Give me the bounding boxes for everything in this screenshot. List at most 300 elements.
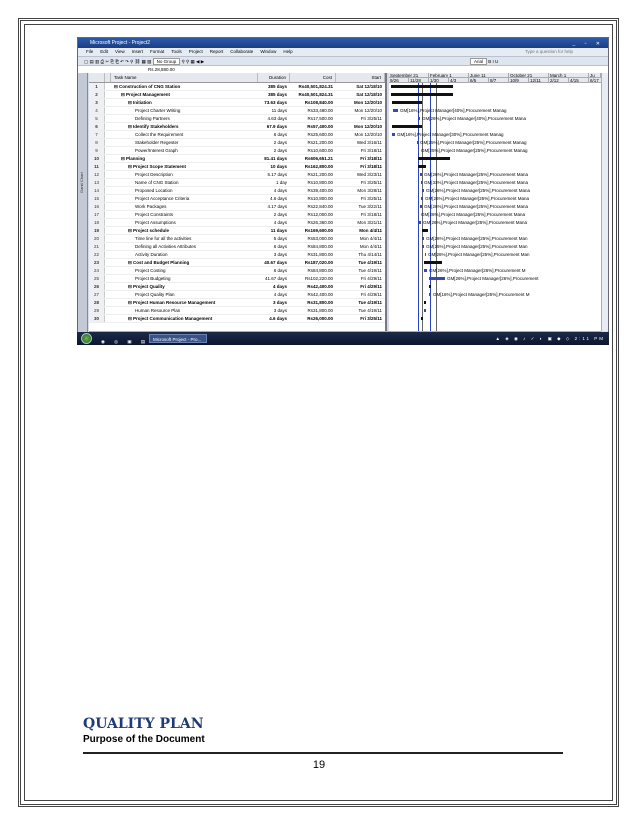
menu-item[interactable]: View [115,49,125,54]
task-duration: 4 days [273,220,287,225]
gantt-resource-label: GM[26%],Project Manager[25%],Procurement Mana [423,220,528,225]
entry-bar[interactable]: Rs.28,880.00 [78,65,608,73]
gantt-task-bar[interactable] [424,269,427,272]
table-row[interactable] [89,259,385,267]
task-start: Tue 4/19/11 [358,268,382,273]
task-name[interactable]: ⊟ Construction of CNG Station [114,84,181,89]
task-duration: 1 day [275,180,287,185]
task-start: Tue 3/22/11 [358,204,382,209]
gantt-task-bar[interactable] [392,133,395,136]
page-number: 19 [312,759,326,771]
task-name[interactable]: Project Description [135,172,173,177]
table-row[interactable] [89,179,385,187]
task-name[interactable]: ⊟ Cost and Budget Planning [128,260,190,265]
task-id: 24 [89,267,105,274]
table-row[interactable] [89,307,385,315]
table-row[interactable] [89,107,385,115]
table-row[interactable] [89,155,385,163]
vertical-scrollbar[interactable] [601,73,609,331]
gantt-chart [389,73,601,331]
task-name[interactable]: Human Resource Plan [135,308,181,313]
gantt-row [389,267,601,275]
gantt-task-bar[interactable] [424,309,426,312]
table-row[interactable] [89,147,385,155]
task-cost: Rs187,020.00 [304,260,333,265]
gantt-task-bar[interactable] [418,149,419,152]
task-cost: Rs25,600.00 [307,132,333,137]
task-id: 29 [89,307,105,314]
tray-icons: ▲ ◈ ◉ ♪ ✓ ◐ ▣ ◆ ◇ [495,336,575,341]
gantt-row [389,91,601,99]
format-buttons[interactable]: B I U [488,59,499,64]
task-id: 15 [89,195,105,202]
gantt-row [389,187,601,195]
task-duration: 2 days [273,148,287,153]
system-tray[interactable] [496,332,605,345]
timescale-minor: 4/15 [569,78,589,82]
task-id: 2 [89,91,105,98]
task-cost: Rs57,400.00 [307,124,333,129]
task-id: 3 [89,99,105,106]
task-start: Mon 12/20/10 [354,132,382,137]
table-row[interactable] [89,299,385,307]
gantt-summary-bar[interactable] [391,93,453,96]
task-name[interactable]: ⊟ Project schedule [128,228,170,233]
task-duration: 73.63 days [264,100,287,105]
quick-launch-icons[interactable]: ◉ ◎ ▣ ▤ [101,339,150,344]
section-subtitle: Purpose of the Document [83,734,205,745]
gantt-row [389,107,601,115]
gantt-task-bar[interactable] [425,253,426,256]
task-duration: 4.63 days [267,116,287,121]
task-start: Mon 3/28/11 [357,188,382,193]
table-row[interactable] [89,315,385,323]
start-button-icon[interactable] [81,333,92,344]
task-start: Tue 4/19/11 [358,300,382,305]
gantt-row [389,291,601,299]
task-name[interactable]: Project Costing [135,268,166,273]
task-start: Mon 12/20/10 [353,100,382,105]
task-id: 13 [89,179,105,186]
task-name[interactable]: Proposed Location [135,188,173,193]
task-cost: Rs21,200.00 [307,172,333,177]
task-duration: 5.17 days [267,172,287,177]
table-row[interactable] [89,211,385,219]
task-start: Wed 3/23/11 [356,172,382,177]
task-start: Mon 12/20/10 [354,108,382,113]
gantt-resource-label: GM[25%],Project Manager[25%],Procurement Man [426,244,528,249]
task-cost: Rs10,800.00 [307,180,333,185]
task-duration: 6 days [273,244,287,249]
task-name[interactable]: Work Packages [135,204,167,209]
task-start: Fri 3/25/11 [360,316,382,321]
task-name[interactable]: Project Assumptions [135,220,176,225]
task-name[interactable]: ⊟ Planning [121,156,146,161]
gantt-resource-label: GM[16%],Project Manager[40%],Procurement Manag [400,108,507,113]
task-id: 19 [89,227,105,234]
task-duration: 10 days [270,164,287,169]
task-name[interactable]: ⊟ Project Management [121,92,171,97]
task-duration: 81.41 days [264,156,287,161]
task-start: Thu 4/14/11 [358,252,382,257]
gantt-body [389,83,601,331]
task-start: Wed 3/16/11 [356,140,382,145]
task-name[interactable]: ⊟ Initiation [128,100,152,105]
task-name[interactable]: Project Quality Plan [135,292,175,297]
table-row[interactable] [89,267,385,275]
menu-item[interactable]: Insert [131,49,143,54]
task-start: Mon 4/4/11 [359,228,382,233]
task-name[interactable]: Project Constraints [135,212,174,217]
windows-taskbar [77,332,609,345]
gantt-row [389,219,601,227]
task-id: 30 [89,315,105,322]
gantt-task-bar[interactable] [421,181,422,184]
task-id: 12 [89,171,105,178]
task-name[interactable]: Collect the Requirement [135,132,184,137]
task-name[interactable]: Project Charter Writing [135,108,181,113]
gantt-row [389,211,601,219]
task-duration: 4 days [272,284,287,289]
task-start: Fri 4/29/11 [360,292,382,297]
task-id: 21 [89,243,105,250]
clock: 2:11 PM [574,336,605,341]
gantt-resource-label: GM[26%],Project Manager[40%],Procurement Mana [422,116,527,121]
task-cost: Rs26,360.00 [307,220,333,225]
menu-item[interactable]: Collaborate [230,49,254,54]
gantt-row [389,203,601,211]
gantt-task-bar[interactable] [429,277,445,280]
gantt-row [389,283,601,291]
table-row[interactable] [89,251,385,259]
task-name[interactable]: Stakeholder Regester [135,140,179,145]
gantt-row [389,139,601,147]
task-start: Fri 3/18/11 [360,212,382,217]
task-start: Fri 3/18/11 [360,164,382,169]
gantt-task-bar[interactable] [420,173,422,176]
task-cost: Rs17,500.00 [307,116,333,121]
task-name[interactable]: ⊟ Project Scope Statement [128,164,187,169]
task-duration: 385 days [267,84,287,89]
gantt-task-bar[interactable] [418,213,419,216]
gantt-summary-bar[interactable] [418,165,426,168]
task-cost: Rs39,400.00 [307,188,333,193]
task-cost: Rs162,800.00 [304,164,333,169]
task-duration: 11 days [271,108,287,113]
task-cost: Rs33,480.00 [307,108,333,113]
task-id: 27 [89,291,105,298]
gantt-row [389,83,601,91]
toolbar-icons[interactable]: ▢ ▤ ▥ ⎙ ✂ ⎘ ⎗ ↶ ↷ ⚲ ⛓ ▦ ▧ [84,59,152,64]
task-duration: 385 days [267,92,287,97]
gantt-summary-bar[interactable] [421,317,423,320]
task-duration: 2 days [273,140,287,145]
task-duration: 2 days [273,212,287,217]
task-name[interactable]: Defining Partners [135,116,170,121]
table-row[interactable] [89,187,385,195]
table-row[interactable] [89,235,385,243]
col-header-cost[interactable]: Cost [290,73,336,82]
gantt-row [389,99,601,107]
task-start: Mon 12/20/10 [353,124,382,129]
gantt-task-bar[interactable] [422,189,424,192]
gantt-resource-label: GM[26%],Project Manager[25%],Procurement Mana [424,204,529,209]
task-start: Mon 4/4/11 [359,236,382,241]
menu-item[interactable]: Project [188,49,203,54]
menu-item[interactable]: Format [149,49,165,54]
task-id: 1 [89,83,105,90]
task-name[interactable]: ⊟ Project Quality [128,284,165,289]
task-table [89,73,387,331]
gantt-task-bar[interactable] [422,237,424,240]
task-id: 18 [89,219,105,226]
task-cost: Rs10,800.00 [307,196,333,201]
table-row[interactable] [89,139,385,147]
menu-item[interactable]: Window [260,49,277,54]
zoom-icons[interactable]: ⚲ ⚲ ▦ ◀ ▶ [181,59,205,64]
section-title: QUALITY PLAN [83,716,204,732]
task-name[interactable]: Name of CNG Station [135,180,179,185]
gantt-summary-bar[interactable] [392,125,422,128]
task-id: 4 [89,107,105,114]
task-start: Fri 3/25/11 [360,180,382,185]
task-id: 11 [89,163,105,170]
gantt-task-bar[interactable] [418,117,420,120]
timescale-major: June 11 [469,73,509,77]
gantt-row [389,195,601,203]
gantt-summary-bar[interactable] [424,261,442,264]
timescale-minor: 2/12 [549,78,569,82]
task-id: 22 [89,251,105,258]
gantt-summary-bar[interactable] [418,157,450,160]
task-cost: Rs84,800.00 [307,268,333,273]
gantt-resource-label: GM[16%],Project Manager[25%],Procurement M [433,292,530,297]
timescale-minor: 6/17 [589,78,601,82]
task-duration: 3 days [273,252,287,257]
task-name[interactable]: Power/Interest Graph [135,148,178,153]
task-cost: Rs22,840.00 [307,204,333,209]
toolbar [78,56,608,65]
gantt-summary-bar[interactable] [424,301,426,304]
task-name[interactable]: Project Budgeting [135,276,171,281]
gantt-resource-label: GM[25%],Project Manager[25%],Procurement Manag [421,148,528,153]
timescale-minor: 11/28 [409,78,429,82]
table-header [89,73,385,83]
view-label: Gantt Chart [79,172,84,193]
gantt-resource-label: GM[26%],Project Manager[26%],Procurement [447,276,539,281]
table-row[interactable] [89,291,385,299]
gantt-row [389,299,601,307]
task-id: 14 [89,187,105,194]
table-row[interactable] [89,83,385,91]
timescale-major: February 1 [429,73,469,77]
task-duration: 4.6 days [269,196,287,201]
gantt-resource-label: GM[26%],Project Manager[25%],Procurement Mana [421,212,526,217]
task-duration: 5 days [273,236,287,241]
task-cost: Rs31,800.00 [307,308,333,313]
task-duration: 3 days [273,308,287,313]
task-duration: 6 days [273,132,287,137]
task-duration: 4 days [273,292,287,297]
help-search-input[interactable]: Type a question for help [524,49,573,54]
task-cost: Rs26,000.00 [307,316,333,321]
task-name[interactable]: Defining all Activities Attributes [135,244,197,249]
timescale-major: March 1 [549,73,589,77]
gantt-row [389,307,601,315]
table-row[interactable] [89,123,385,131]
table-row[interactable] [89,219,385,227]
task-name[interactable]: ⊟ Identify Stakeholders [128,124,179,129]
task-cost: Rs31,800.00 [307,300,333,305]
taskbar-item-msproject[interactable]: Microsoft Project - Pro... [149,334,207,343]
gantt-resource-label: GM[26%],Project Manager[26%],Procurement M [429,268,526,273]
task-id: 16 [89,203,105,210]
gantt-task-bar[interactable] [393,109,398,112]
gantt-task-bar[interactable] [421,197,423,200]
window-controls[interactable]: _ ▫ ✕ [572,41,604,47]
font-select[interactable]: Arial [470,58,487,65]
timescale-minor: 6/5 [469,78,489,82]
menu-item[interactable]: File [86,49,94,54]
group-select[interactable]: No Group [153,58,181,65]
timescale-minor: 12/11 [529,78,549,82]
table-row[interactable] [89,91,385,99]
gantt-resource-label: GM[26%],Project Manager[25%],Procurement Mana [426,188,531,193]
task-start: Fri 3/25/11 [360,116,382,121]
gantt-task-bar[interactable] [420,205,422,208]
task-duration: 4 days [273,188,287,193]
table-row[interactable] [89,203,385,211]
msproject-screenshot [77,37,609,345]
task-start: Mon 3/21/11 [357,220,382,225]
task-name[interactable]: Project Acceptance Criteria [135,196,190,201]
timescale-major: September 21 [389,73,429,77]
gantt-row [389,147,601,155]
menu-item[interactable]: Edit [100,49,109,54]
task-cost: Rs84,800.00 [307,244,333,249]
gantt-row [389,275,601,283]
table-row[interactable] [89,195,385,203]
task-cost: Rs10,600.00 [307,148,333,153]
task-duration: 6 days [273,268,287,273]
gantt-row [389,131,601,139]
gantt-resource-label: GM[16%],Project Manager[30%],Procurement Manag [397,132,504,137]
task-start: Tue 4/19/11 [358,260,382,265]
task-cost: Rs102,220.00 [304,276,333,281]
col-header-name[interactable]: Task Name [111,73,258,82]
table-row[interactable] [89,275,385,283]
task-start: Sat 12/18/10 [356,84,382,89]
col-header-start[interactable]: Start [336,73,385,82]
gantt-summary-bar[interactable] [422,229,428,232]
table-row[interactable] [89,243,385,251]
task-id: 25 [89,275,105,282]
gantt-row [389,163,601,171]
window-titlebar [78,38,608,48]
gantt-row [389,251,601,259]
gantt-resource-label: GM[26%],Project Manager[25%],Procurement Mana [424,172,529,177]
task-start: Fri 4/29/11 [360,284,382,289]
gantt-resource-label: GM[26%],Project Manager[25%],Procurement Man [426,236,528,241]
task-id: 7 [89,131,105,138]
gantt-summary-bar[interactable] [392,101,422,104]
gantt-resource-label: GM[33%],Project Manager[25%],Procurement Mana [424,180,529,185]
table-row[interactable] [89,115,385,123]
col-header-duration[interactable]: Duration [258,73,290,82]
timescale-major: Ju [589,73,601,77]
gantt-task-bar[interactable] [422,245,424,248]
gantt-row [389,227,601,235]
timescale-minor: 8/7 [489,78,509,82]
menu-item[interactable]: Help [283,49,293,54]
menu-item[interactable]: Report [209,49,224,54]
task-cost: Rs21,200.00 [307,140,333,145]
gantt-task-bar[interactable] [417,141,418,144]
task-cost: Rs40,501,824.31 [298,92,333,97]
gantt-row [389,315,601,323]
timescale-major: October 21 [509,73,549,77]
task-name[interactable]: Time line for all the activities [135,236,192,241]
task-name[interactable]: ⊟ Project Communication Management [128,316,213,321]
task-duration: 4.17 days [267,204,287,209]
task-duration: 4.6 days [269,316,287,321]
task-name[interactable]: Activity Duration [135,252,168,257]
task-duration: 40.67 days [264,260,287,265]
table-row[interactable] [89,171,385,179]
menu-bar [78,48,608,56]
gantt-summary-bar[interactable] [391,85,453,88]
task-cost: Rs108,840.00 [304,100,333,105]
task-start: Fri 3/18/11 [360,148,382,153]
task-id: 8 [89,139,105,146]
gantt-row [389,179,601,187]
task-duration: 11 days [270,228,287,233]
gantt-row [389,171,601,179]
gantt-task-bar[interactable] [419,221,421,224]
gantt-row [389,155,601,163]
task-id: 10 [89,155,105,162]
task-cost: Rs42,400.00 [307,292,333,297]
table-row[interactable] [89,283,385,291]
task-id: 6 [89,123,105,130]
gantt-row [389,115,601,123]
task-name[interactable]: ⊟ Project Human Resource Management [128,300,216,305]
task-id: 5 [89,115,105,122]
gantt-resource-label: GM[26%],Project Manager[25%],Procurement Man [428,252,530,257]
task-duration: 41.67 days [264,276,287,281]
gantt-row [389,235,601,243]
task-id: 9 [89,147,105,154]
footer-rule [83,752,563,754]
task-cost: Rs40,501,824.31 [298,84,333,89]
table-row[interactable] [89,163,385,171]
task-start: Fri 3/25/11 [360,196,382,201]
task-id: 17 [89,211,105,218]
view-bar[interactable] [78,73,88,338]
table-row[interactable] [89,131,385,139]
table-row[interactable] [89,99,385,107]
table-row[interactable] [89,227,385,235]
task-start: Fri 3/18/11 [360,156,382,161]
gantt-row [389,243,601,251]
task-start: Fri 4/29/11 [360,276,382,281]
gantt-summary-bar[interactable] [429,285,431,288]
gantt-resource-label: GM[26%],Project Manager[25%],Procurement Mana [425,196,530,201]
task-duration: 67.9 days [266,124,287,129]
gantt-task-bar[interactable] [429,293,431,296]
window-title: Microsoft Project - Project2 [90,40,151,46]
menu-item[interactable]: Tools [171,49,182,54]
